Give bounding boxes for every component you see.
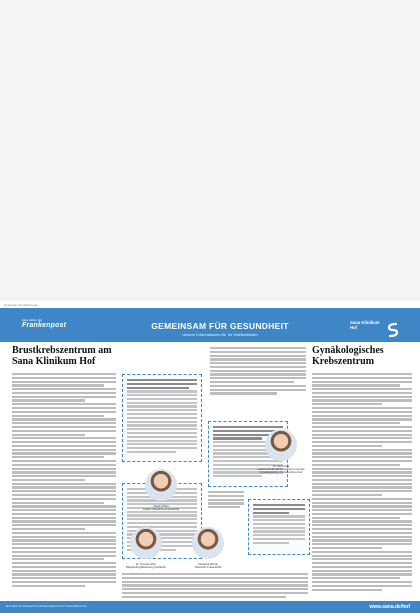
sana-logo-icon (386, 322, 400, 338)
portrait-photo-2 (265, 429, 297, 461)
center-intro-text (210, 347, 306, 396)
bottom-center-text (122, 573, 308, 599)
sana-logo-line2: Hof (350, 325, 358, 330)
left-article-headline: Brustkrebszentrum am Sana Klinikum Hof (12, 345, 112, 367)
header-banner (0, 308, 420, 342)
portrait-photo-3 (130, 527, 162, 559)
center-lower-text (208, 491, 244, 510)
left-article-body (12, 373, 116, 589)
quote-box-1 (122, 374, 202, 462)
brand-logo-frankenpost: Frankenpost (22, 322, 67, 329)
right-article-headline: Gynäkologisches Krebszentrum (312, 345, 384, 367)
caption-person-3: Dr. Thomas Götzi Pflegeleitung/Betreuung Chefärztin (125, 563, 167, 569)
banner-title: GEMEINSAM FÜR GESUNDHEIT (151, 321, 289, 331)
brand-tagline: Eine Aktion der (22, 318, 43, 322)
caption-person-1: Carolin Plaza Leiterin Oberärztin Frauenklinik (142, 505, 180, 511)
sana-logo-text (350, 320, 410, 330)
newspaper-page (0, 301, 420, 613)
banner-subtitle: Unsere Informationen für Ihr Wohlbefinden (182, 332, 258, 337)
portrait-photo-1 (145, 469, 177, 501)
footer-bar (0, 601, 420, 613)
sana-logo-line1: Sana Klinikum (350, 320, 380, 325)
footer-credit: Eine Aktion der Frankenpost in Zusammenarbeit mit dem Sana Klinikum Hof (6, 605, 87, 608)
caption-person-2: Dr. Liane Vogt Leiterin des Brustkrebszentrums und des Gynäkologischen Krebszentrums Hof (257, 465, 305, 474)
quote-box-4 (248, 499, 310, 555)
caption-person-4: Katharina Wetzel Oberärztin Frauenklinik (194, 563, 222, 569)
footer-url-link[interactable]: www.sana.de/hof (369, 603, 410, 610)
portrait-photo-4 (192, 527, 224, 559)
right-article-body (312, 373, 412, 592)
anzeigen-label: Anzeigen Sonderthema (4, 303, 38, 307)
